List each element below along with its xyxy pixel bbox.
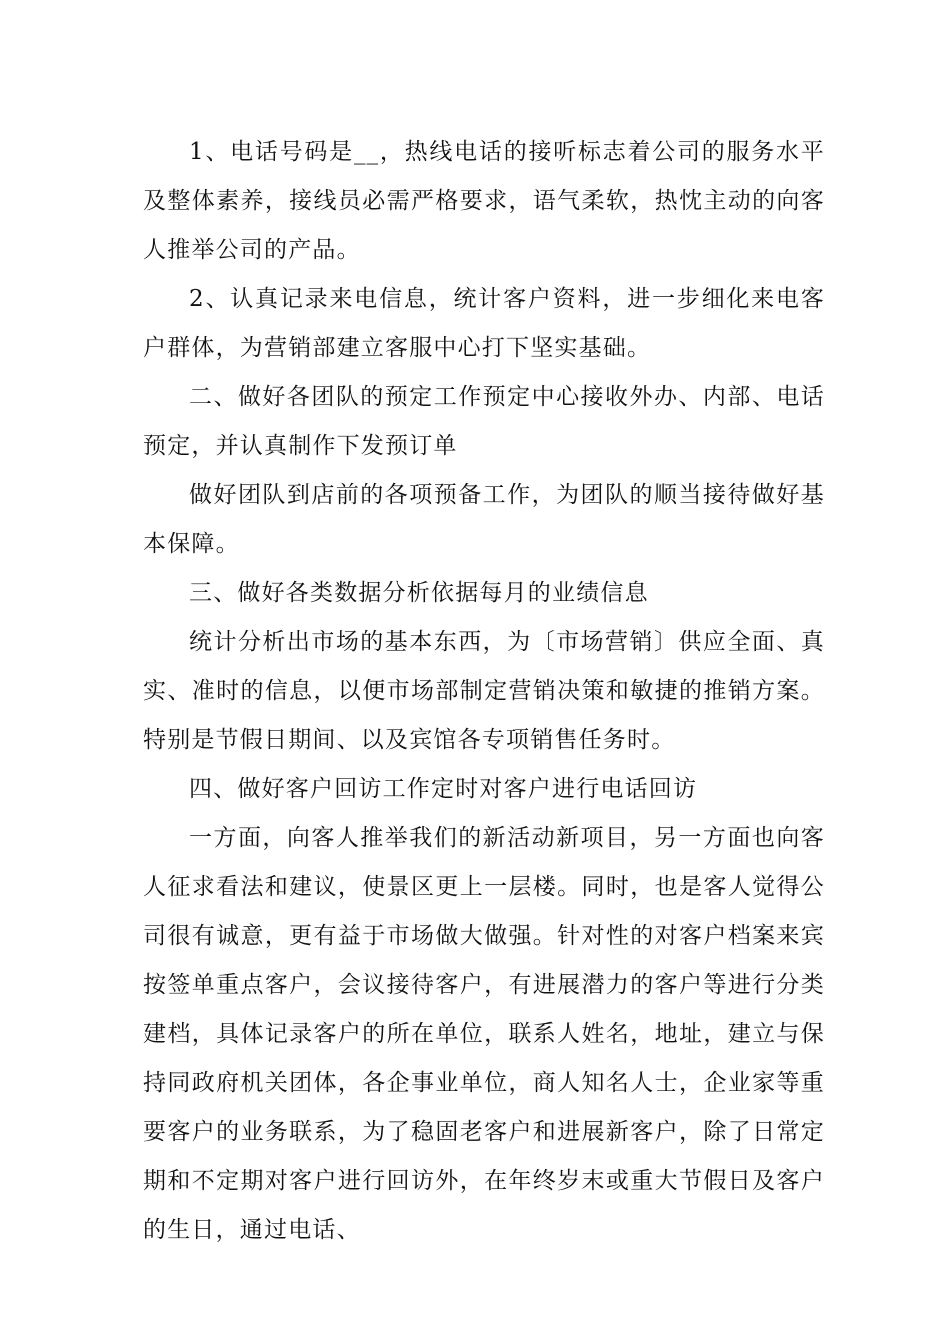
paragraph-team-preparation: 做好团队到店前的各项预备工作，为团队的顺当接待做好基本保障。 <box>143 482 825 557</box>
paragraph-market-analysis: 统计分析出市场的基本东西，为〔市场营销〕供应全面、真实、准时的信息，以便市场部制定营销决策和敏捷的推销方案。特别是节假日期间、以及宾馆各专项销售任务时。 <box>143 629 825 753</box>
paragraph-record-calls: 2、认真记录来电信息，统计客户资料，进一步细化来电客户群体，为营销部建立客服中心打下坚实基础。 <box>143 286 825 361</box>
paragraph-customer-followup: 一方面，向客人推举我们的新活动新项目，另一方面也向客人征求看法和建议，使景区更上一层楼。同时，也是客人觉得公司很有诚意，更有益于市场做大做强。针对性的对客户档案来宾按签单重点客户，会议接待客户，有进展潜力的客户等进行分类建档，具体记录客户的所在单位，联系人姓名，地址，建立与保持同政府机关团体，各企事业单位，商人知名人士，企业家等重要客户的业务联系，为了稳固老客户和进展新客户，除了日常定期和不定期对客户进行回访外，在年终岁末或重大节假日及客户的生日，通过电话、 <box>143 825 825 1243</box>
section-heading-data-analysis: 三、做好各类数据分析依据每月的业绩信息 <box>189 580 649 606</box>
paragraph-phone-number: 1、电话号码是__，热线电话的接听标志着公司的服务水平及整体素养，接线员必需严格要求，语气柔软，热忱主动的向客人推举公司的产品。 <box>143 139 825 263</box>
section-heading-team-booking: 二、做好各团队的预定工作预定中心接收外办、内部、电话预定，并认真制作下发预订单 <box>143 384 825 459</box>
document-body <box>143 128 825 1255</box>
section-heading-customer-followup: 四、做好客户回访工作定时对客户进行电话回访 <box>189 776 698 802</box>
